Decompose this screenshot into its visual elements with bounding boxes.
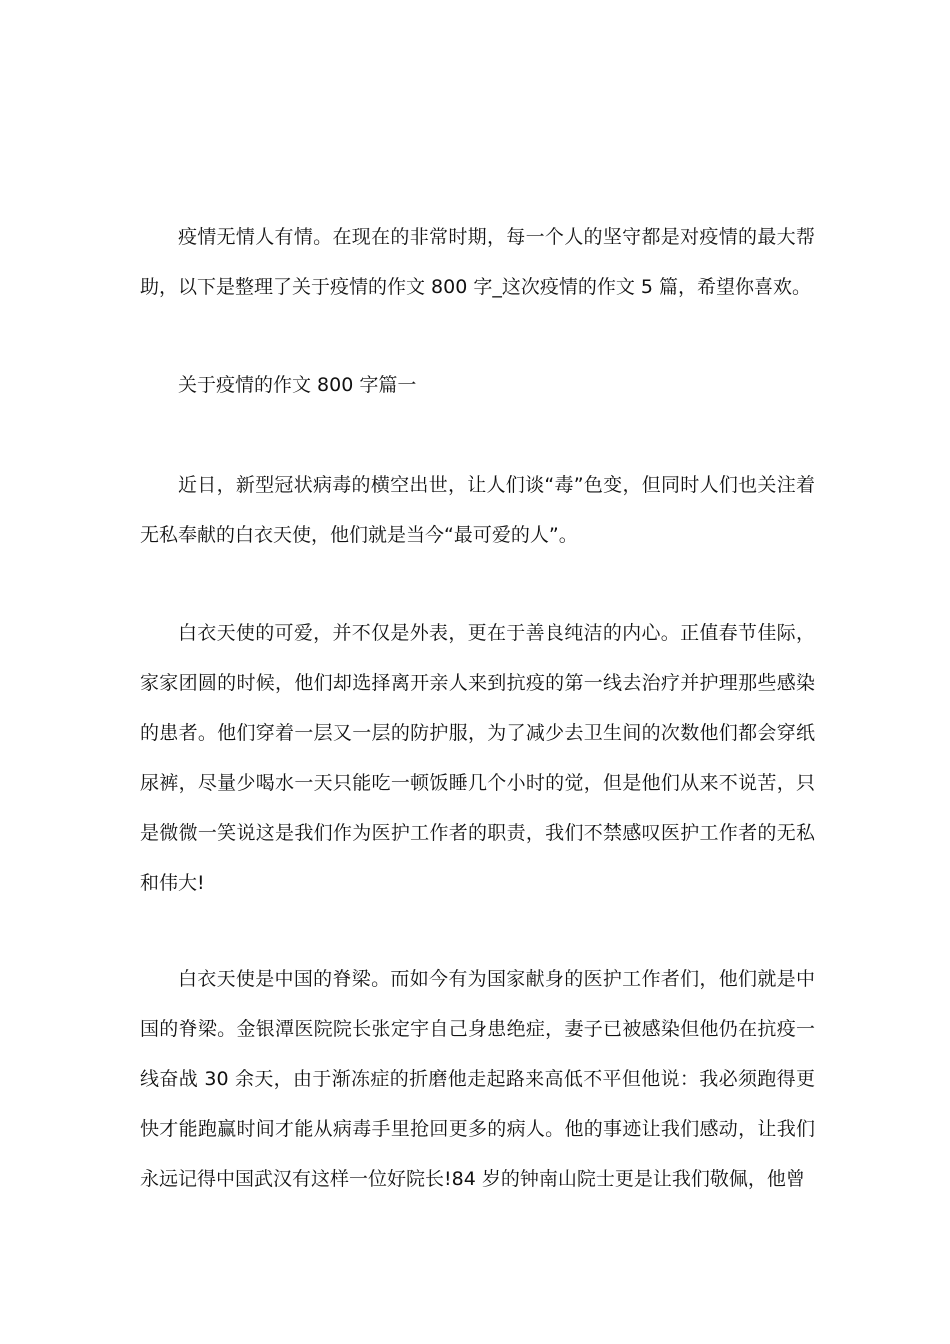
body-paragraph-2: 白衣天使的可爱，并不仅是外表，更在于善良纯洁的内心。正值春节佳际，家家团圆的时候，他们却选择离开亲人来到抗疫的第一线去治疗并护理那些感染的患者。他们穿着一层又一层的防护服，为了减少去卫生间的次数他们都会穿纸尿裤，尽量少喝水一天只能吃一顿饭睡几个小时的觉，但是他们从来不说苦，只是微微一笑说这是我们作为医护工作者的职责，我们不禁感叹医护工作者的无私和伟大!	[140, 622, 815, 894]
section-heading: 关于疫情的作文 800 字篇一	[178, 374, 417, 396]
body-paragraph-3: 白衣天使是中国的脊梁。而如今有为国家献身的医护工作者们，他们就是中国的脊梁。金银潭医院院长张定宇自己身患绝症，妻子已被感染但他仍在抗疫一线奋战 30 余天，由于渐冻症的折磨他走起路来高低不平但他说：我必须跑得更快才能跑赢时间才能从病毒手里抢回更多的病人。他的事迹让我们感动，让我们永远记得中国武汉有这样一位好院长!84 岁的钟南山院士更是让我们敬佩，他曾	[140, 968, 815, 1190]
body-paragraph-1: 近日，新型冠状病毒的横空出世，让人们谈“毒”色变，但同时人们也关注着无私奉献的白衣天使，他们就是当今“最可爱的人”。	[140, 474, 815, 546]
intro-paragraph: 疫情无情人有情。在现在的非常时期，每一个人的坚守都是对疫情的最大帮助，以下是整理了关于疫情的作文 800 字_这次疫情的作文 5 篇，希望你喜欢。	[140, 226, 815, 298]
